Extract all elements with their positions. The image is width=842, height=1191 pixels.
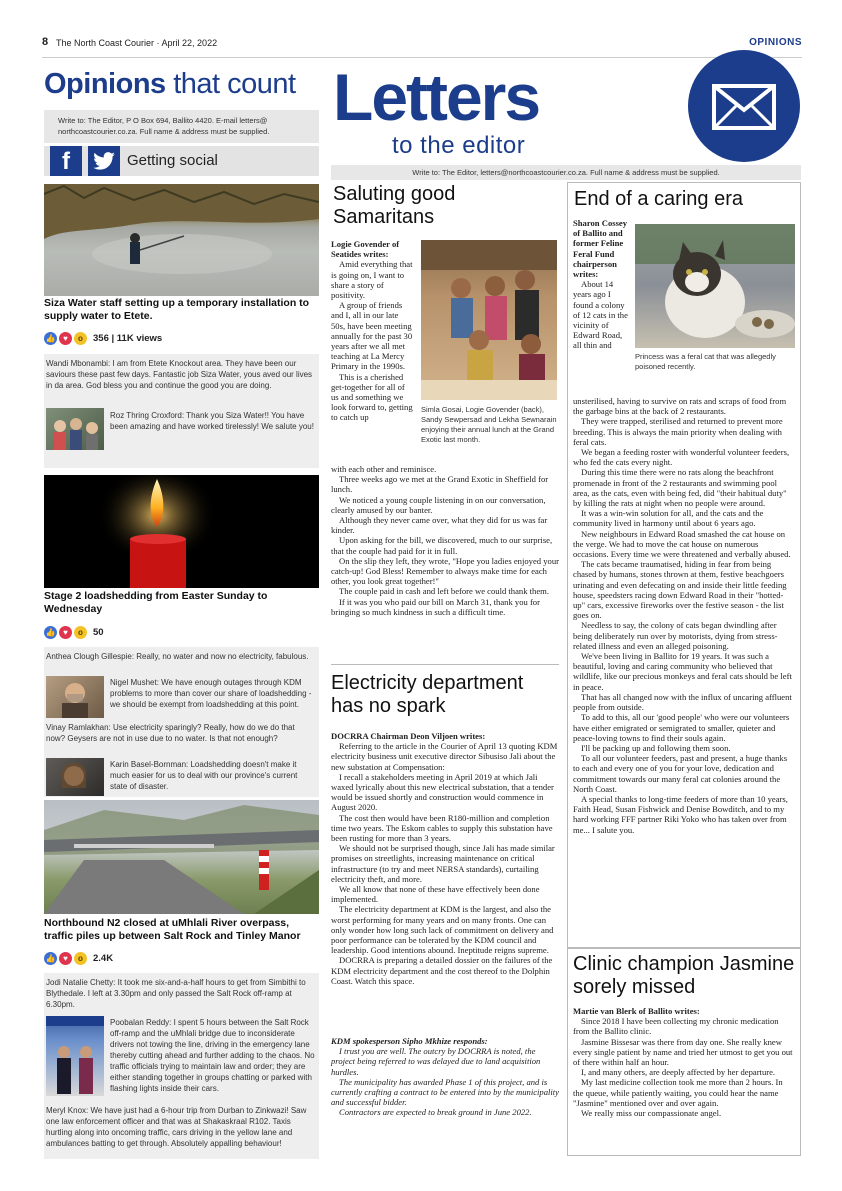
avatar [46, 1016, 104, 1096]
paragraph: We noticed a young couple listening in on our conversation, clearly amused by our banter. [331, 494, 546, 515]
paragraph: On the slip they left, they wrote, "Hope you ladies enjoyed your catch-up! God Bless! Remember to always make time for each other, you look great together!" [331, 555, 559, 587]
response-body [331, 1036, 559, 1118]
article-body [573, 1006, 795, 1118]
article-body [331, 464, 559, 617]
paragraph: I'll be packing up and following them soon. [581, 742, 731, 753]
wow-icon: o [74, 626, 87, 639]
paragraph: The cats became traumatised, hiding in fear from being chased by humans, stones thrown at them, festive beachgoers urinating and even defecating on and inside their little feeding house, speedsters racing down Edward Road in their "hotted-up" cars, excessive fireworks over the festive season - the list goes on. [573, 559, 787, 621]
article-title: Saluting good Samaritans [333, 183, 456, 228]
paragraph: with each other and reminisce. [331, 464, 437, 474]
post-caption: Stage 2 loadshedding from Easter Sunday to Wednesday [44, 590, 268, 615]
reaction-count: 50 [93, 626, 104, 638]
paragraph: Upon asking for the bill, we discovered, much to our surprise, that the couple had paid for it in full. [331, 535, 553, 556]
paragraph: We really miss our compassionate angel. [581, 1108, 722, 1119]
paragraph: Needless to say, the colony of cats began dwindling after being deliberately run over by motorists, dying from stress-related illness and even an alleged poisoning. [573, 620, 778, 651]
wow-icon: o [74, 332, 87, 345]
paragraph: About 14 years ago I found a colony of 12 cats in the vicinity of Edward Road, all thin and [573, 279, 628, 351]
letters-title: Letters [333, 60, 540, 134]
letters-write-to: Write to: The Editor, letters@northcoastcourier.co.za. Full name & address must be supplied. [331, 165, 801, 180]
opinions-title-bold: Opinions [44, 68, 166, 100]
comment: Wandi Mbonambi: I am from Etete Knockout area. They have been our saviours these past few days. Fantastic job Siza Water, yous aved our lives in da area. God bless you and continue the good you are doing. [46, 359, 313, 390]
paragraph: DOCRRA is preparing a detailed dossier on the failures of the KDM electricity department and the cost thereof to the Dolphin Coast. Watch this space. [331, 955, 553, 986]
article-byline: Sharon Cossey of Ballito and former Feline Feral Fund chairperson writes: [573, 218, 628, 280]
comment: Roz Thring Croxford: Thank you Siza Water!! You have been amazing and have worked tirelessly! We salute you! [110, 411, 314, 431]
paragraph: We began a feeding roster with wonderful volunteer feeders, who fed the cats every night. [573, 447, 790, 468]
post-caption: Siza Water staff setting up a temporary installation to supply water to Etete. [44, 297, 310, 322]
paragraph: It was a win-win solution for all, and the cats and the community lived in harmony until about 6 years ago. [573, 508, 764, 529]
paragraph: Three weeks ago we met at the Grand Exotic in Sheffield for lunch. [331, 474, 549, 495]
facebook-icon: f [50, 146, 82, 176]
article-byline: Logie Govender of Seatides writes: [331, 239, 400, 260]
comment: Poobalan Reddy: I spent 5 hours between the Salt Rock off-ramp and the uMhlali bridge due to inconsiderate drivers not towing the line, driving in the emergency lane thereby cutting ahead and further adding to the chaos. No traffic officials trying to maintain law and order; they are either standing together in groups chatting or parked with flashing lights inside their cars. [110, 1018, 315, 1093]
paragraph: They were trapped, sterilised and returned to prevent more breeding. This is always the main priority when dealing with feral cats. [573, 416, 783, 447]
twitter-icon [88, 146, 120, 176]
article-divider [331, 664, 559, 665]
comment: Nigel Mushet: We have enough outages through KDM problems to more than cover our share of loadshedding - we should be exempt from loadshedding at this point. [110, 678, 312, 709]
paragraph: unsterilised, having to survive on rats and scraps of food from the garbage bins at the back of 2 restaurants. [573, 396, 787, 417]
photo-caption: Simla Gosai, Logie Govender (back), Sandy Sewpersad and Lekha Sewnarain enjoying their annual lunch at the Grand Exotic last month. [421, 405, 557, 444]
cat-photo [635, 224, 795, 348]
n2-road-photo [44, 800, 319, 914]
comment: Meryl Knox: We have just had a 6-hour trip from Durban to Zinkwazi! Saw one law enforcement officer and that was at Shakaskraal R102. Taxis hurtling along into oncoming traffic, cars driving in the yellow lane and ambulances batting to get through. Absolutely appalling behaviour! [46, 1106, 307, 1148]
publication-line: The North Coast Courier · April 22, 2022 [56, 38, 218, 48]
paragraph: Although they never came over, what they did for us was far kinder. [331, 515, 548, 536]
paragraph: A group of friends and I, all in our late 50s, have been meeting annually for the past 30 years after we all met teaching at La Mercy Primary in the 1990s. [331, 300, 413, 372]
article-byline: Martie van Blerk of Ballito writes: [573, 1006, 700, 1016]
article-body-narrow [331, 239, 414, 423]
paragraph: We all know that none of these have effectively been done implemented. [331, 884, 540, 905]
article-title: Electricity department has no spark [331, 672, 524, 717]
opinions-title-light: that count [173, 68, 296, 100]
paragraph: Amid everything that is going on, I want to share a story of positivity. [331, 259, 413, 301]
article-body [331, 731, 559, 986]
paragraph: We've been living in Ballito for 19 years. It was such a beautiful, loving and caring community who believed that wildlife, like our precious monkeys and feral cats should be left in peace. [573, 651, 792, 692]
wow-icon: o [74, 952, 87, 965]
comment: Jodi Natalie Chetty: It took me six-and-a-half hours to get from Simbithi to Blythedale. I left at 3.30pm and only passed the Salt Rock off-ramp at 6.30pm. [46, 978, 306, 1009]
reaction-count: 2.4K [93, 952, 114, 964]
article-title: Clinic champion Jasmine sorely missed [573, 953, 795, 998]
paragraph: The cost then would have been R180-million and completion time two years. The Eskom cables to supply this substation have been rusting for more than 3 years. [331, 812, 553, 844]
letters-subtitle: to the editor [392, 132, 526, 159]
paragraph: To add to this, all our 'good people' who were our volunteers have either emigrated or semigrated to smaller, quieter and peace-loving towns to find their souls again. [573, 712, 790, 743]
like-icon: 👍 [45, 627, 56, 637]
paragraph: We should not be surprised though, since Jali has made similar promises on streetlights, increasing maintenance on critical infrastructure (to try and meet NERSA standards), curtailing electricity theft, and more. [331, 843, 555, 884]
reaction-bar [44, 950, 113, 966]
paragraph: The municipality has awarded Phase 1 of this project, and is currently crafting a contract to be entered into by the municipality and successful bidder. [331, 1076, 559, 1108]
comment: Vinay Ramlakhan: Use electricity sparingly? Really, how do we do that now? Geysers are not in use due to no water. Is that not enough? [46, 723, 295, 743]
paragraph: To all our volunteer feeders, past and present, a huge thanks to each and every one of you for your love, dedication and commitment towards our many feral cat colonies around the North Coast. [573, 753, 788, 794]
paragraph: The couple paid in cash and left before we could thank them. [339, 586, 549, 597]
comment: Karin Basel-Bornman: Loadshedding doesn't make it much easier for us to deal with our province's current state of disaster. [110, 760, 298, 791]
article-title: End of a caring era [574, 188, 743, 210]
paragraph: Contractors are expected to break ground in June 2022. [339, 1107, 532, 1118]
post-caption: Northbound N2 closed at uMhlali River overpass, traffic piles up between Salt Rock and Tinley Manor [44, 917, 301, 942]
social-bar [44, 146, 319, 176]
paragraph: I, and many others, are deeply affected by her departure. [581, 1067, 776, 1078]
paragraph: New neighbours in Edward Road smashed the cat house on the verge. We had to move the cat house on numerous occasions. Every time we were threatened and verbally abused. [573, 528, 791, 560]
reaction-bar [44, 330, 162, 346]
article-byline: DOCRRA Chairman Deon Viljoen writes: [331, 731, 486, 741]
paragraph: That has all changed now with the influx of uncaring affluent people from outside. [573, 691, 792, 713]
avatar [46, 676, 104, 718]
paragraph: This is a cherished get-together for all of us and something we look forward to, getting to catch up [331, 371, 413, 423]
candle-photo [44, 475, 319, 588]
paragraph: I trust you are well. The outcry by DOCRRA is noted, the project being referred to was delayed due to land acquisition hurdles. [331, 1046, 541, 1077]
paragraph: Since 2018 I have been collecting my chronic medication from the Ballito clinic. [573, 1016, 779, 1037]
paragraph: I recall a stakeholders meeting in April 2019 at which Jali waxed lyrically about this new electrical substation, that a tender would be issued shortly and construction would commence in August 2020. [331, 771, 554, 813]
friends-lunch-photo [421, 240, 557, 400]
like-icon: 👍 [45, 333, 56, 343]
love-icon: ♥ [59, 952, 72, 965]
photo-caption: Princess was a feral cat that was allegedly poisoned recently. [635, 352, 776, 371]
paragraph: A special thanks to long-time feeders of more than 10 years, Faith Head, Susan Fishwick and Denise Bowditch, and to my hard working FFF partner Riki Yoko who has taken over from me... I salute you. [573, 793, 788, 835]
love-icon: ♥ [59, 332, 72, 345]
opinions-title [44, 68, 296, 101]
section-label: OPINIONS [749, 37, 802, 48]
love-icon: ♥ [59, 626, 72, 639]
siza-water-photo [44, 184, 319, 296]
reaction-bar [44, 624, 104, 640]
paragraph: My last medicine collection took me more than 2 hours. In the queue, while patiently waiting, you could hear the name "Jasmine" mentioned over and over again. [573, 1077, 783, 1108]
paragraph: Referring to the article in the Courier of April 13 quoting KDM electricity business unit executive director Sibusiso Jali about the new substation at Compensation: [331, 741, 558, 772]
avatar [46, 758, 104, 796]
article-body [573, 396, 795, 835]
paragraph: If it was you who paid our bill on March 31, thank you for bringing so much kindness in such a difficult time. [331, 596, 540, 617]
page-number: 8 [42, 36, 49, 48]
social-label: Getting social [127, 152, 218, 169]
article-body-narrow [573, 218, 631, 351]
paragraph: Jasmine Bissesar was there from day one. She really knew every single patient by name and tried her utmost to get you out of there within half an hour. [573, 1036, 793, 1068]
comment: Anthea Clough Gillespie: Really, no water and now no electricity, fabulous. [46, 652, 309, 661]
opinions-write-to: Write to: The Editor, P O Box 694, Ballito 4420. E-mail letters@ northcoastcourier.co.za. Full name & address must be supplied. [44, 110, 319, 143]
response-byline: KDM spokesperson Sipho Mkhize responds: [331, 1036, 488, 1046]
paragraph: During this time there were no rats along the beachfront promenade in front of the 2 restaurants and swimming pool area, as the cats, even with being fed, did "their habitual duty" by killing the rats at night when no people were around. [573, 467, 787, 509]
like-icon: 👍 [45, 953, 56, 963]
reaction-count: 356 | 11K views [93, 332, 163, 344]
envelope-icon [688, 50, 800, 162]
paragraph: The electricity department at KDM is the largest, and also the worst performing for many years and on many fronts. One can only wonder how long such lack of commitment on delivery and poor performance can be tolerated by the KDM council and leadership. Good intentions abound. Ineptitude reigns supreme. [331, 904, 554, 956]
avatar [46, 408, 104, 450]
